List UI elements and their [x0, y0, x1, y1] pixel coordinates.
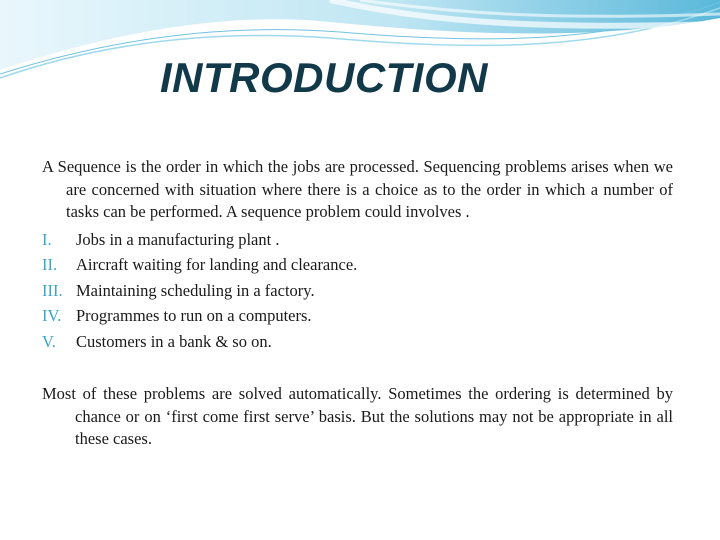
list-text: Maintaining scheduling in a factory.: [76, 280, 315, 300]
list-item: [42, 227, 673, 253]
list-text: Jobs in a manufacturing plant .: [76, 229, 280, 249]
list-number: IV.: [42, 306, 62, 325]
list-text: Customers in a bank & so on.: [76, 331, 272, 351]
list-text: Programmes to run on a computers.: [76, 306, 312, 325]
conclusion-paragraph: Most of these problems are solved automatically. Sometimes the ordering is determined by chance or on ‘first come first serve’ basis. But the solutions may not be appropriate in all these cases.: [42, 384, 673, 448]
list-number: V.: [42, 331, 56, 351]
intro-paragraph: A Sequence is the order in which the jobs are processed. Sequencing problems arises when we are concerned with situation where there is a choice as to the order in which a number of tasks can be performed. A sequence problem could involves .: [42, 157, 673, 221]
list-number: II.: [42, 255, 58, 274]
list-number: III.: [42, 280, 63, 300]
list-number: I.: [42, 229, 52, 249]
list-item: [42, 252, 673, 278]
slide-title: [0, 54, 720, 102]
list-item: [42, 329, 673, 355]
slide-title-text: INTRODUCTION: [160, 54, 488, 101]
list-text: Aircraft waiting for landing and clearance.: [76, 255, 358, 274]
examples-list: [42, 227, 673, 355]
list-item: [42, 303, 673, 329]
slide-body: [42, 156, 673, 451]
list-item: [42, 278, 673, 304]
